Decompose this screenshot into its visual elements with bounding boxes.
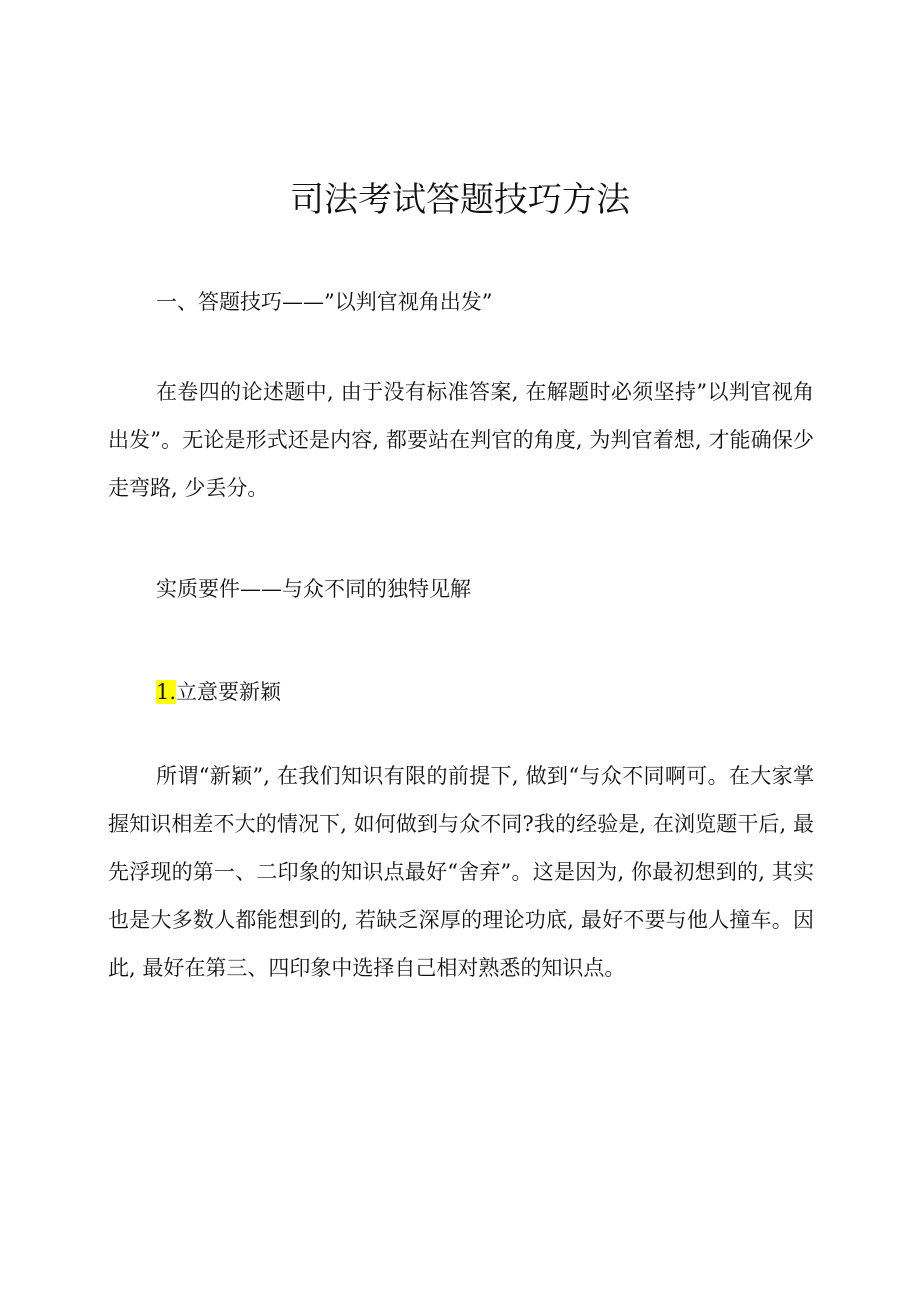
- subheading-requirements: 实质要件——与众不同的独特见解: [156, 577, 471, 601]
- list-item-1: [156, 676, 281, 706]
- item-label: 立意要新颖: [176, 680, 282, 704]
- paragraph-intro: 在卷四的论述题中, 由于没有标准答案, 在解题时必须坚持”以判官视角出发”。无论是形式还是内容, 都要站在判官的角度, 为判官着想, 才能确保少走弯路, 少丢分。: [108, 380, 814, 500]
- paragraph-novelty: 所谓“新颖”, 在我们知识有限的前提下, 做到“与众不同啊可。在大家掌握知识相差不大的情况下, 如何做到与众不同?我的经验是, 在浏览题干后, 最先浮现的第一、二印象的知识点最好“舍弃”。这是因为, 你最初想到的, 其实也是大多数人都能想到的, 若缺乏深厚的理论功底, 最好不要与他人撞车。因此, 最好在第三、四印象中选择自己相对熟悉的知识点。: [108, 764, 814, 980]
- item-number-highlight: 1.: [156, 680, 177, 704]
- document-title: 司法考试答题技巧方法: [290, 180, 630, 220]
- section-heading: 一、答题技巧——”以判官视角出发”: [156, 290, 493, 314]
